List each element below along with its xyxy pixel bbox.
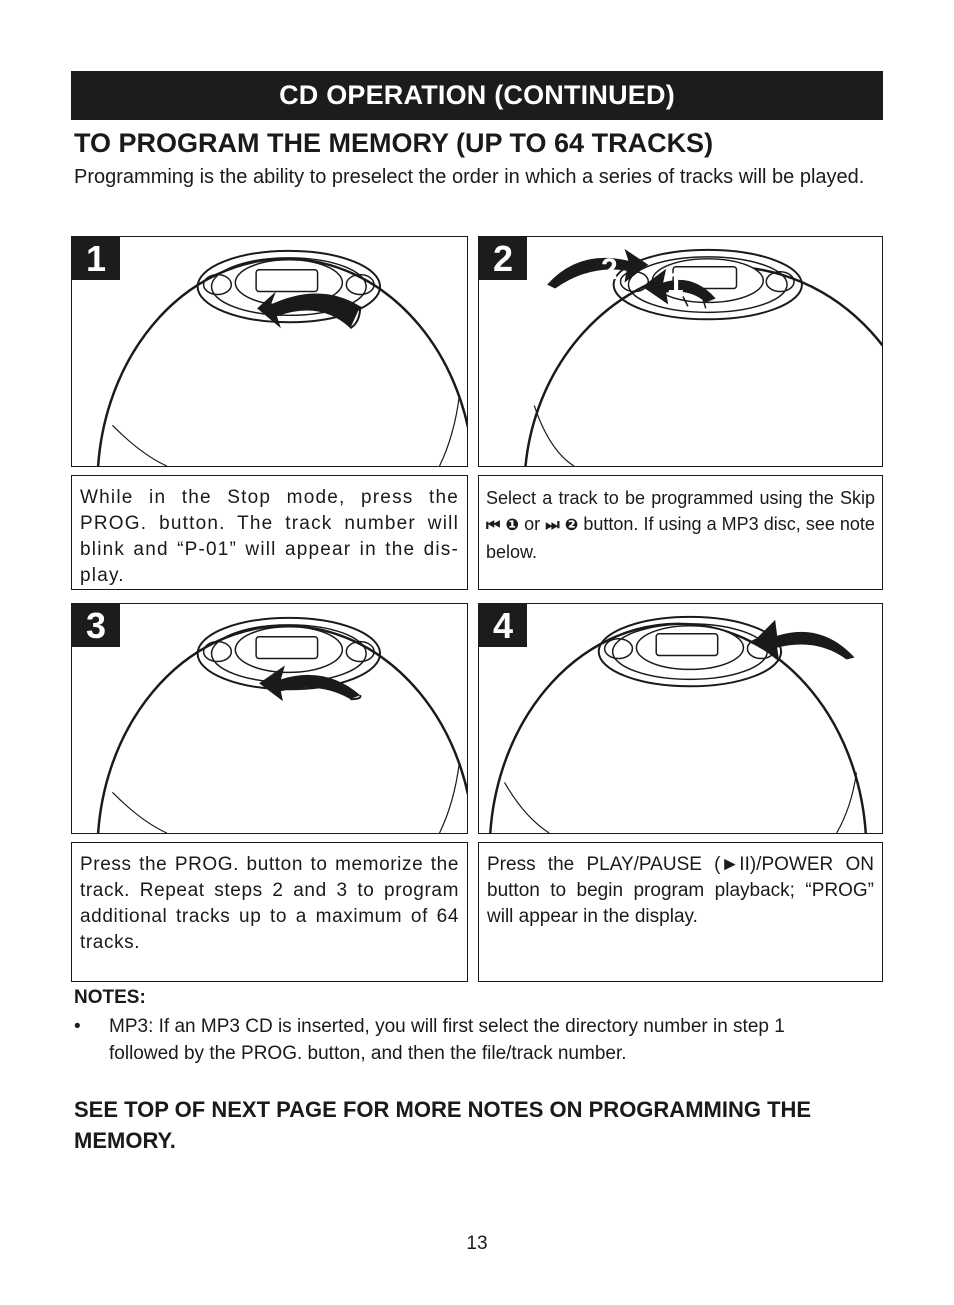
section-banner — [71, 71, 883, 120]
arrow-label-1: 1 — [667, 267, 684, 300]
cd-player-drawing — [72, 237, 467, 466]
note-item — [74, 1013, 854, 1067]
step-2-number: 2 — [479, 237, 527, 280]
step-4-number: 4 — [479, 604, 527, 647]
skip-forward-icon: ⏭ — [545, 517, 560, 534]
step-4-caption-text: Press the PLAY/PAUSE (►II)/POWER ON button to begin program playback; “PROG” will appear in the display. — [487, 854, 874, 927]
step-4-illustration — [478, 603, 883, 834]
step-1-number: 1 — [72, 237, 120, 280]
banner-title: CD OPERATION (CONTINUED) — [279, 80, 675, 110]
arrow-label-2: 2 — [601, 253, 618, 286]
step-4-caption — [478, 842, 883, 982]
step-2-illustration — [478, 236, 883, 467]
step-3-caption — [71, 842, 468, 982]
cd-player-drawing — [72, 604, 467, 833]
page-heading: TO PROGRAM THE MEMORY (UP TO 64 TRACKS) — [74, 128, 714, 158]
step-2-caption-before: Select a track to be programmed using the Skip — [486, 488, 875, 508]
intro-paragraph: Programming is the ability to preselect the order in which a series of tracks will be played. — [74, 166, 865, 188]
step-1-caption — [71, 475, 468, 590]
note-text: MP3: If an MP3 CD is inserted, you will first select the directory number in step 1 followed by the PROG. button, and then the file/track number. — [109, 1016, 785, 1064]
step-1-caption-text: While in the Stop mode, press the PROG. button. The track number will blink and “P-01” will appear in the dis-play. — [80, 487, 459, 586]
callout-1-icon: ❶ — [505, 517, 520, 534]
step-2-caption-after: button. If using a MP3 disc, see note below. — [486, 514, 875, 562]
step-1-illustration — [71, 236, 468, 467]
callout-2-icon: ❷ — [564, 517, 579, 534]
step-2-caption — [478, 475, 883, 590]
step-3-caption-text: Press the PROG. button to memorize the track. Repeat steps 2 and 3 to program additional tracks up to a maximum of 64 tracks. — [80, 854, 459, 953]
skip-back-icon: ⏮ — [486, 517, 501, 534]
see-next-page-notice: SEE TOP OF NEXT PAGE FOR MORE NOTES ON PROGRAMMING THE MEMORY. — [74, 1097, 812, 1153]
step-3-number: 3 — [72, 604, 120, 647]
step-2-caption-or: or — [524, 514, 541, 534]
bullet-icon: • — [74, 1016, 81, 1037]
step-3-illustration — [71, 603, 468, 834]
page-number: 13 — [466, 1233, 488, 1254]
notes-label: NOTES: — [74, 987, 146, 1008]
cd-player-drawing — [479, 604, 882, 833]
